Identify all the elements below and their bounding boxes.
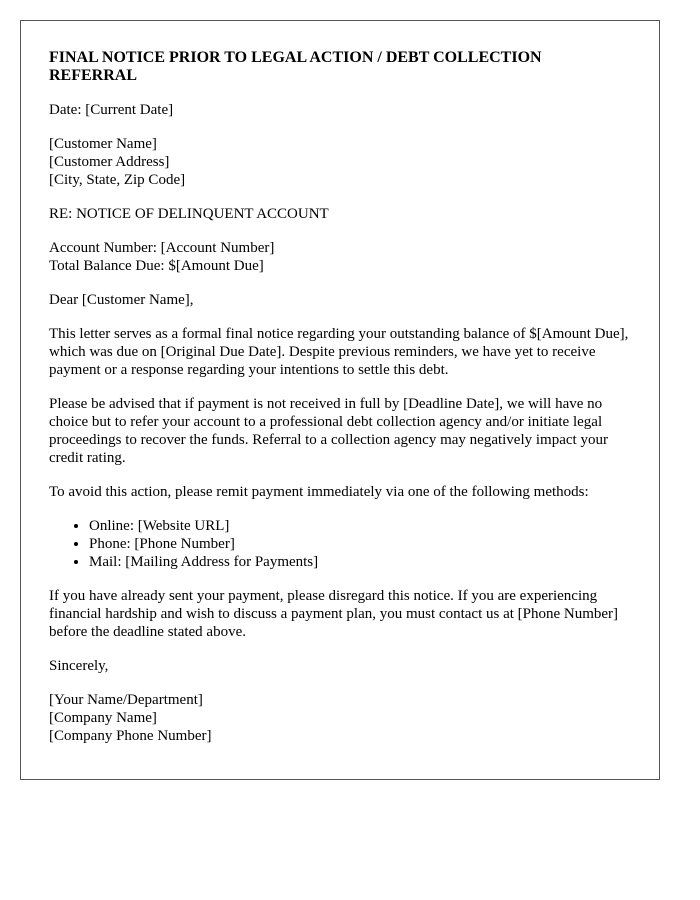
paragraph-warning: Please be advised that if payment is not received in full by [Deadline Date], we will have no choice but to refer your account to a professional debt collection agency and/or initiate legal proceedings to recover the funds. Referral to a collection agency may negatively impact your credit rating. bbox=[49, 396, 608, 466]
date-line: Date: [Current Date] bbox=[49, 102, 174, 118]
payment-method-online: • Online: [Website URL] bbox=[89, 517, 631, 535]
letter-document bbox=[20, 20, 660, 780]
balance-due: Total Balance Due: $[Amount Due] bbox=[49, 258, 264, 274]
payment-method-phone: • Phone: [Phone Number] bbox=[89, 535, 631, 553]
payment-method-mail: • Mail: [Mailing Address for Payments] bbox=[89, 553, 631, 571]
signature-company: [Company Name] bbox=[49, 710, 157, 726]
recipient-address: [Customer Address] bbox=[49, 154, 170, 170]
account-number: Account Number: [Account Number] bbox=[49, 240, 275, 256]
signature-name-department: [Your Name/Department] bbox=[49, 692, 203, 708]
recipient-city-state-zip: [City, State, Zip Code] bbox=[49, 172, 186, 188]
signature-block bbox=[49, 691, 631, 745]
paragraph-hardship: If you have already sent your payment, please disregard this notice. If you are experiencing financial hardship and wish to discuss a payment plan, you must contact us at [Phone Number] before the deadline stated above. bbox=[49, 588, 619, 640]
paragraph-notice: This letter serves as a formal final notice regarding your outstanding balance of $[Amount Due], which was due on [Original Due Date]. Despite previous reminders, we have yet to receive payment or a response regarding your intentions to settle this debt. bbox=[49, 326, 629, 378]
recipient-name: [Customer Name] bbox=[49, 136, 157, 152]
paragraph-payment-intro: To avoid this action, please remit payment immediately via one of the following methods: bbox=[49, 484, 589, 500]
salutation: Dear [Customer Name], bbox=[49, 292, 194, 308]
signature-company-phone: [Company Phone Number] bbox=[49, 728, 212, 744]
closing: Sincerely, bbox=[49, 658, 109, 674]
payment-methods-list bbox=[49, 517, 631, 571]
recipient-block bbox=[49, 135, 631, 189]
letter-title: FINAL NOTICE PRIOR TO LEGAL ACTION / DEBT COLLECTION REFERRAL bbox=[49, 49, 542, 84]
re-line: RE: NOTICE OF DELINQUENT ACCOUNT bbox=[49, 206, 329, 222]
account-block bbox=[49, 239, 631, 275]
